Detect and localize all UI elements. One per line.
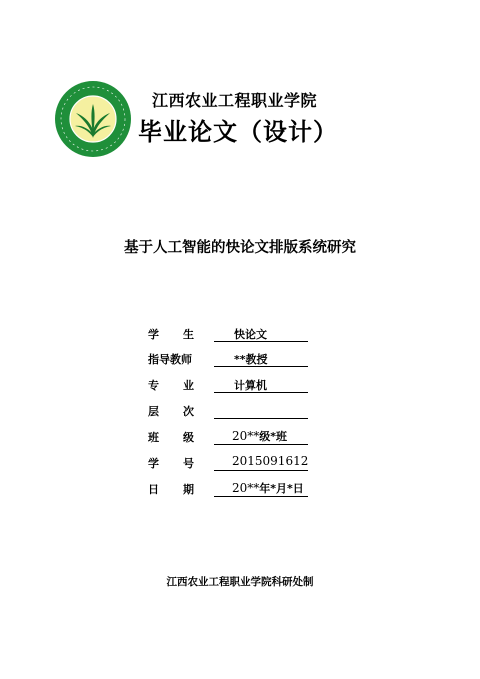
info-label: 班 级 [148,431,194,444]
info-value: 计算机 [234,379,267,392]
info-label: 日 期 [148,483,194,496]
info-row-major [148,377,318,395]
info-label: 指导教师 [148,353,192,366]
date-field[interactable] [214,481,308,497]
info-label: 专 业 [148,379,194,392]
info-label: 学 生 [148,328,194,341]
class-field[interactable] [214,429,308,445]
school-name: 江西农业工程职业学院 [152,91,318,110]
info-row-student-id [148,455,318,473]
info-row-advisor [148,351,318,369]
student-id-field[interactable] [214,455,308,471]
level-field[interactable] [214,403,308,419]
info-row-date [148,481,318,499]
thesis-title: 基于人工智能的快论文排版系统研究 [124,240,356,256]
info-row-level [148,403,318,421]
student-name-field[interactable] [214,326,308,342]
info-value: 2015091612 [232,454,309,468]
info-value: 20**级*班 [232,429,288,443]
document-type-title: 毕业论文（设计） [138,118,338,146]
school-emblem-icon [54,80,132,158]
info-label: 学 号 [148,457,194,470]
info-row-class [148,429,318,447]
info-label: 层 次 [148,405,194,418]
info-value: 快论文 [234,328,267,341]
advisor-field[interactable] [214,351,308,367]
info-row-student [148,326,318,344]
footer-issuer: 江西农业工程职业学院科研处制 [166,576,314,588]
info-value: 20**年*月*日 [232,481,304,495]
major-field[interactable] [214,377,308,393]
info-value: **教授 [234,353,268,366]
